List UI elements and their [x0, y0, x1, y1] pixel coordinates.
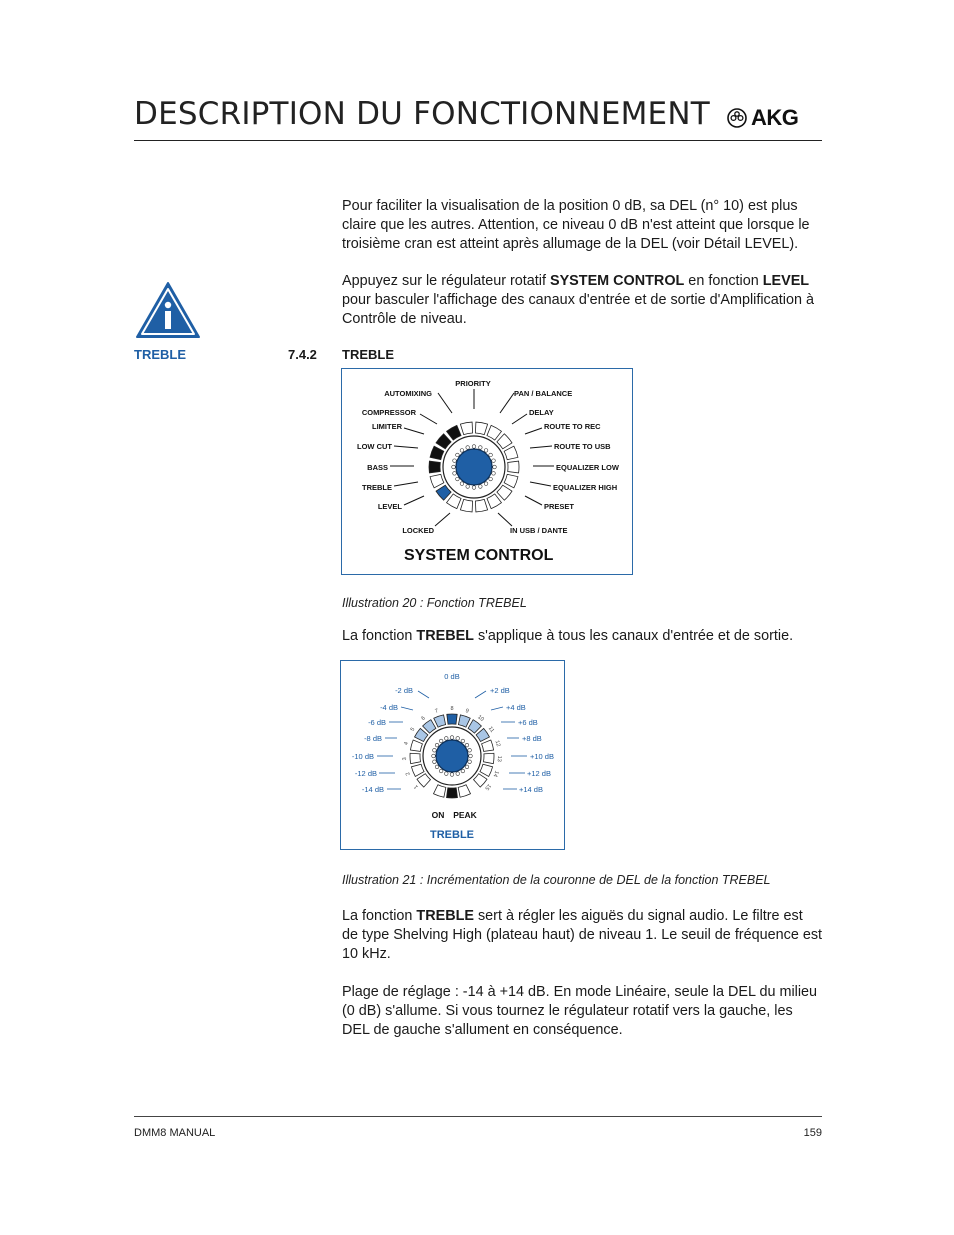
- fig1-knob-tooth: [453, 459, 457, 463]
- intro-paragraph-1: Pour faciliter la visualisation de la position 0 dB, sa DEL (n° 10) est plus claire que les autres. Attention, ce niveau 0 dB n'est atteint que lorsque le troisième cran est atteint après allumage de la DEL (voir Détail LEVEL).: [342, 198, 810, 252]
- fig1-knob-tooth: [460, 482, 464, 486]
- fig2-knob-tooth: [433, 748, 437, 752]
- fig2-led-number: 7: [434, 708, 440, 715]
- section-number: 7.4.2: [288, 347, 317, 362]
- fig1-led-13: [430, 474, 444, 488]
- fig2-knob-tooth: [468, 760, 472, 764]
- fig1-label-low-cut: LOW CUT: [357, 442, 392, 451]
- fig2-label-p2db: +2 dB: [490, 686, 510, 695]
- fig2-label-p8db: +8 dB: [522, 734, 542, 743]
- akg-logo: [727, 105, 823, 131]
- fig2-status-led-3: [434, 785, 446, 797]
- fig1-led-8: [487, 494, 502, 509]
- fig1-led-12: [436, 485, 451, 500]
- fig1-led-14: [429, 461, 440, 473]
- fig2-status-led-2: [447, 788, 458, 798]
- fig2-knob-tooth: [439, 739, 443, 743]
- fig2-label-p14db: +14 dB: [519, 785, 543, 794]
- paragraph-trebel: La fonction TREBEL s'applique à tous les canaux d'entrée et de sortie.: [342, 628, 794, 644]
- fig1-label-locked: LOCKED: [402, 526, 434, 535]
- fig2-led-number: 11: [486, 725, 496, 734]
- fig1-knob-dial: [456, 449, 492, 485]
- fig1-label-level: LEVEL: [377, 502, 402, 511]
- fig2-led-10: [468, 720, 481, 733]
- fig2-led-number: 1: [413, 783, 420, 790]
- fig2-led-number: 12: [493, 739, 502, 748]
- fig1-knob-tooth: [489, 453, 493, 457]
- fig1-led-2: [487, 425, 502, 440]
- fig1-knob-tooth: [472, 445, 476, 449]
- fig2-led-8: [447, 714, 457, 724]
- fig1-knob-tooth: [479, 485, 483, 489]
- fig1-label-automixing: AUTOMIXING: [384, 389, 432, 398]
- fig2-label-0db: 0 dB: [444, 672, 460, 681]
- fig2-knob-tooth: [461, 769, 465, 773]
- fig2-status-led-1: [458, 785, 470, 797]
- fig2-knob-tooth: [450, 773, 454, 777]
- intro-paragraph-2: Appuyez sur le régulateur rotatif SYSTEM CONTROL en fonction LEVEL pour basculer l'affichage des canaux d'entrée et de sortie d'Amplification à Contrôle de niveau.: [342, 273, 814, 327]
- fig2-label-m2db: -2 dB: [395, 686, 413, 695]
- fig2-led-13: [483, 753, 494, 763]
- fig2-led-9: [458, 715, 470, 727]
- fig1-led-15: [430, 446, 444, 460]
- figure-system-control: [341, 368, 633, 575]
- paragraph-treble-description: La fonction TREBLE sert à régler les aiguës du signal audio. Le filtre est de type Shelving High (plateau haut) de niveau 1. Le seuil de fréquence est 10 kHz.: [342, 908, 823, 962]
- page-title: DESCRIPTION DU FONCTIONNEMENT: [134, 96, 710, 132]
- figure2-caption: Illustration 21 : Incrémentation de la couronne de DEL de la fonction TREBEL: [342, 873, 771, 887]
- fig1-knob-tooth: [466, 485, 470, 489]
- fig1-led-10: [460, 499, 472, 512]
- fig2-knob-tooth: [439, 769, 443, 773]
- fig1-led-1: [475, 422, 487, 435]
- fig2-led-1: [417, 774, 430, 787]
- info-triangle-icon: [134, 280, 202, 340]
- fig2-knob-tooth: [465, 765, 469, 769]
- fig1-led-3: [497, 434, 512, 449]
- fig2-panel-title: TREBLE: [430, 829, 474, 841]
- fig2-knob-tooth: [435, 765, 439, 769]
- fig1-knob-tooth: [472, 486, 476, 490]
- fig2-label-p12db: +12 dB: [527, 769, 551, 778]
- fig1-label-treble: TREBLE: [362, 483, 392, 492]
- section-title: TREBLE: [342, 347, 394, 362]
- fig1-led-16: [436, 434, 451, 449]
- fig1-label-pan-balance: PAN / BALANCE: [514, 389, 573, 398]
- fig1-knob-tooth: [456, 453, 460, 457]
- fig2-led-number: 4: [403, 741, 410, 746]
- fig1-led-17: [447, 425, 462, 440]
- footer-page-number: 159: [803, 1127, 822, 1139]
- fig2-label-peak: PEAK: [453, 810, 477, 820]
- fig1-led-6: [504, 474, 518, 488]
- treble-ring-diagram: [341, 661, 564, 849]
- fig2-led-number: 15: [483, 782, 492, 791]
- fig1-label-preset: PRESET: [544, 502, 575, 511]
- fig2-led-number: 14: [491, 769, 500, 778]
- fig1-knob-tooth: [460, 449, 464, 453]
- fig2-led-4: [410, 740, 422, 751]
- fig2-knob-dial: [436, 740, 468, 772]
- fig2-led-3: [410, 753, 421, 763]
- fig2-label-p6db: +6 dB: [518, 718, 538, 727]
- fig1-knob-tooth: [466, 446, 470, 450]
- fig2-led-5: [415, 728, 428, 741]
- fig2-knob-tooth: [469, 754, 473, 758]
- fig1-label-equalizer-high: EQUALIZER HIGH: [553, 483, 618, 492]
- fig2-label-m6db: -6 dB: [368, 718, 386, 727]
- fig1-label-delay: DELAY: [529, 408, 554, 417]
- fig2-knob-tooth: [432, 754, 436, 758]
- fig2-led-6: [423, 720, 436, 733]
- fig2-label-on: ON: [431, 810, 445, 820]
- fig2-knob-tooth: [456, 737, 460, 741]
- fig2-knob-tooth: [450, 736, 454, 740]
- fig2-knob-tooth: [444, 772, 448, 776]
- fig1-knob-tooth: [492, 472, 496, 476]
- fig2-led-7: [434, 715, 446, 727]
- fig2-label-m10db: -10 dB: [351, 752, 374, 761]
- fig1-label-priority: PRIORITY: [455, 379, 491, 388]
- fig2-led-number: 9: [464, 708, 470, 715]
- fig1-label-in-usb-dante: IN USB / DANTE: [510, 526, 568, 535]
- fig1-led-5: [508, 461, 519, 473]
- fig1-label-route-to-usb: ROUTE TO USB: [554, 442, 611, 451]
- fig1-label-compressor: COMPRESSOR: [361, 408, 416, 417]
- logo-text: AKG: [751, 105, 799, 130]
- fig2-label-p4db: +4 dB: [506, 703, 526, 712]
- fig2-led-number: 10: [476, 714, 485, 723]
- fig2-label-m14db: -14 dB: [361, 785, 384, 794]
- fig2-label-m8db: -8 dB: [364, 734, 382, 743]
- fig2-knob-tooth: [444, 737, 448, 741]
- fig1-knob-tooth: [484, 449, 488, 453]
- paragraph-range: Plage de réglage : -14 à +14 dB. En mode Linéaire, seule la DEL du milieu (0 dB) s'allume. Si vous tournez le régulateur rotatif vers la gauche, les DEL de gauche s'allument en conséquence.: [342, 984, 818, 1038]
- fig2-led-number: 8: [450, 706, 454, 712]
- fig2-knob-tooth: [468, 748, 472, 752]
- figure-treble-ring: [340, 660, 565, 850]
- fig2-led-12: [482, 740, 494, 751]
- fig2-led-number: 6: [420, 715, 427, 722]
- fig1-label-equalizer-low: EQUALIZER LOW: [556, 463, 619, 472]
- akg-emblem-icon: [727, 108, 747, 128]
- fig1-knob-tooth: [493, 465, 497, 469]
- fig1-knob-tooth: [489, 477, 493, 481]
- fig1-led-9: [475, 499, 487, 512]
- fig2-led-number: 13: [495, 755, 503, 762]
- fig1-led-11: [447, 494, 462, 509]
- header-rule: [134, 140, 822, 141]
- fig1-led-7: [497, 485, 512, 500]
- fig2-knob-tooth: [456, 772, 460, 776]
- fig2-led-number: 5: [409, 726, 417, 733]
- system-control-diagram: [342, 369, 632, 574]
- fig1-panel-title: SYSTEM CONTROL: [404, 547, 554, 564]
- fig1-knob-tooth: [453, 472, 457, 476]
- fig1-knob-tooth: [484, 482, 488, 486]
- fig2-knob-tooth: [435, 743, 439, 747]
- fig2-knob-tooth: [433, 760, 437, 764]
- fig2-label-m12db: -12 dB: [354, 769, 377, 778]
- fig2-led-11: [476, 728, 489, 741]
- fig1-knob-tooth: [452, 465, 456, 469]
- fig1-led-4: [504, 446, 518, 460]
- fig2-led-2: [411, 764, 424, 776]
- fig2-knob-tooth: [465, 743, 469, 747]
- footer-manual-name: DMM8 MANUAL: [134, 1127, 216, 1139]
- fig1-knob-tooth: [479, 446, 483, 450]
- fig1-led-18: [460, 422, 472, 435]
- fig2-led-14: [480, 764, 493, 776]
- fig1-label-limiter: LIMITER: [372, 422, 402, 431]
- fig2-label-p10db: +10 dB: [530, 752, 554, 761]
- figure1-caption: Illustration 20 : Fonction TREBEL: [342, 596, 527, 610]
- fig2-label-m4db: -4 dB: [380, 703, 398, 712]
- fig1-knob-tooth: [456, 477, 460, 481]
- fig2-knob-tooth: [461, 739, 465, 743]
- fig1-knob-tooth: [492, 459, 496, 463]
- fig1-label-route-to-rec: ROUTE TO REC: [544, 422, 601, 431]
- footer-rule: [134, 1116, 822, 1117]
- fig2-led-number: 3: [401, 757, 409, 761]
- fig2-led-15: [474, 774, 487, 787]
- fig1-label-bass: BASS: [367, 463, 388, 472]
- side-section-label: TREBLE: [134, 347, 186, 362]
- fig2-led-number: 2: [405, 771, 412, 777]
